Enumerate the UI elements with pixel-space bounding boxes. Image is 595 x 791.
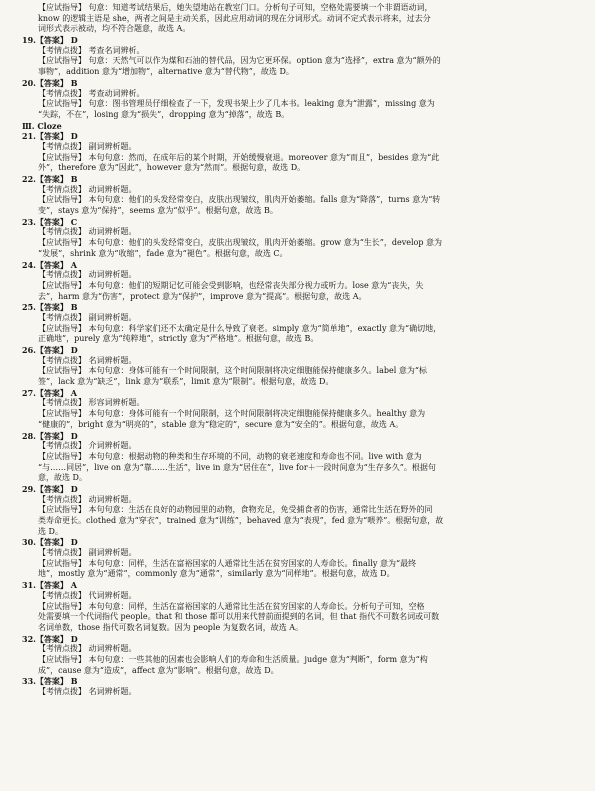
answer-heading: 29.【答案】 D [22,483,78,494]
answer-heading: 24.【答案】 A [22,259,77,270]
explanation-line: 【考情点拨】 考查动词辨析。 [38,88,145,98]
explanation-line: 【考情点拨】 动词辨析题。 [38,270,137,280]
explanation-line: 【应试指导】 本句句意：根据动物的种类和生存环境的不同，动物的衰老速度和寿命也不同。live with 意为 [38,451,422,461]
answer-heading: 26.【答案】 D [22,345,78,355]
explanation-line: 外”，therefore 意为“因此”，however 意为“然而”。根据句意，故选 D。 [38,163,306,173]
explanation-line: 【考情点拨】 副词辨析题。 [38,312,137,322]
answer-heading: 30.【答案】 D [22,537,78,548]
explanation-line: 【应试指导】 本句句意：然而，在成年后的某个时期，开始缓慢衰退。moreover 意为“而且”，besides 意为“此 [38,152,440,162]
explanation-line: “健康的”，bright 意为“明亮的”，stable 意为“稳定的”，secure 意为“安全的”。根据句意，故选 A。 [38,419,404,429]
explanation-line: 【考情点拨】 副词辨析题。 [38,141,137,151]
answer-heading: 20.【答案】 B [22,77,78,88]
explanation-line: “与……同居”，live on 意为“靠……生活”，live in 意为“居住在”，live for＋一段时间意为“生存多久”。根据句 [38,462,436,472]
explanation-line: 【考情点拨】 副词辨析题。 [38,548,137,558]
explanation-line: 名词单数，those 指代可数名词复数。因为 people 为复数名词，故选 A。 [38,622,304,632]
answer-heading: 33.【答案】 B [22,676,78,687]
explanation-line: 【应试指导】 本句句意：他们的头发经常变白，皮肤出现皱纹，肌肉开始萎缩。grow 意为“生长”，develop 意为 [38,238,443,248]
explanation-line: 【应试指导】 本句句意：同样，生活在富裕国家的人通常比生活在贫穷国家的人寿命长。finally 意为“最终 [38,558,417,568]
answer-heading: 22.【答案】 B [22,174,78,184]
explanation-line: 【考情点拨】 动词辨析题。 [38,227,137,237]
explanation-line: 【应试指导】 本句句意：身体可能有一个时间限制，这个时间限制将决定细胞能保持健康多久。healthy 意为 [38,409,426,419]
section-heading: Ⅲ. Cloze [22,120,62,131]
answer-heading: 21.【答案】 D [22,131,78,142]
explanation-line: 【考情点拨】 动词辨析题。 [38,644,137,654]
answer-heading: 32.【答案】 D [22,633,78,644]
explanation-line: 【应试指导】 本句句意：他们的头发经常变白，皮肤出现皱纹，肌肉开始萎缩。falls 意为“降落”，turns 意为“转 [38,195,441,205]
explanation-line: know 的逻辑主语是 she，两者之间是主动关系，因此应用动词的现在分词形式。动词不定式表示将来，过去分 [38,13,431,23]
explanation-line: “失踪，不在”，losing 意为“损失”，dropping 意为“掉落”，故选 B。 [38,109,290,119]
answer-heading: 27.【答案】 A [22,387,77,398]
answer-heading: 28.【答案】 D [22,430,78,441]
explanation-line: 处需要填一个代词指代 people。that 和 those 都可以用来代替前面提到的名词，但 that 指代不可数名词或可数 [38,612,440,622]
explanation-line: 变”，stays 意为“保持”，seems 意为“似乎”。根据句意，故选 B。 [38,206,278,216]
explanation-line: “发展”，shrink 意为“收缩”，fade 意为“褪色”。根据句意，故选 C。 [38,248,288,258]
explanation-line: 【考情点拨】 形容词辨析题。 [38,398,145,408]
explanation-line: 【考情点拨】 动词辨析题。 [38,184,137,194]
explanation-line: 地”，mostly 意为“通常”，commonly 意为“通常”，similarly 意为“同样地”。根据句意，故选 D。 [38,569,395,579]
explanation-line: 【应试指导】 句意：知道考试结果后，她失望地站在教室门口。分析句子可知，空格处需要填一个非谓语动词， [38,3,433,12]
explanation-line: 选 D。 [38,526,63,536]
explanation-line: 类寿命更长。clothed 意为“穿衣”，trained 意为“训练”，behaved 意为“表现”，fed 意为“喂养”。根据句意，故 [38,516,444,525]
explanation-line: 正确地”，purely 意为“纯粹地”，strictly 意为“严格地”。根据句意，故选 B。 [38,334,319,344]
explanation-line: 【应试指导】 本句句意：他们的短期记忆可能会受到影响，也经常丧失部分视力或听力。lose 意为“丧失，失 [38,280,424,290]
explanation-line: 【考情点拨】 名词辨析题。 [38,687,137,696]
answer-heading: 31.【答案】 A [22,580,77,591]
explanation-line: 词形式表示被动，均不符合题意，故选 A。 [38,24,191,34]
explanation-line: 【考情点拨】 代词辨析题。 [38,590,137,600]
answer-heading: 23.【答案】 C [22,216,78,227]
explanation-line: 【应试指导】 句意：天然气可以作为煤和石油的替代品，因为它更环保。option 意为“选择”，extra 意为“额外的 [38,56,441,66]
explanation-line: 【应试指导】 本句句意：同样，生活在富裕国家的人通常比生活在贫穷国家的人寿命长。分析句子可知，空格 [38,601,425,611]
explanation-line: 成”，cause 意为“造成”，affect 意为“影响”。根据句意，故选 D。 [38,665,279,675]
explanation-line: 【应试指导】 本句句意：身体可能有一个时间限制，这个时间限制将决定细胞能保持健康多久。label 意为“标 [38,366,427,376]
answer-heading: 19.【答案】 D [22,35,78,46]
explanation-line: 【应试指导】 句意：图书管理员仔细检查了一下，发现书架上少了几本书。leaking 意为“泄露”，missing 意为 [38,99,435,109]
explanation-line: 事物”，addition 意为“增加物”，alternative 意为“替代物”，故选 D。 [38,67,294,77]
explanation-line: 去”，harm 意为“伤害”，protect 意为“保护”，improve 意为“提高”。根据句意，故选 A。 [38,291,367,301]
explanation-line: 【应试指导】 本句句意：科学家们还不太确定是什么导致了衰老。simply 意为“简单地”，exactly 意为“确切地， [38,323,442,333]
answer-heading: 25.【答案】 B [22,302,78,313]
explanation-line: 【应试指导】 本句句意：生活在良好的动物园里的动物，食物充足，免受捕食者的伤害，通常比生活在野外的同 [38,505,433,515]
explanation-line: 【考情点拨】 动词辨析题。 [38,494,137,504]
explanation-line: 签”，lack 意为“缺乏”，link 意为“联系”，limit 意为“限制”。根据句意，故选 D。 [38,377,334,387]
explanation-line: 【应试指导】 本句句意：一些其他的因素也会影响人们的寿命和生活质量。judge 意为“判断”，form 意为“构 [38,654,428,664]
explanation-line: 意，故选 D。 [38,473,87,483]
explanation-line: 【考情点拨】 介词辨析题。 [38,441,137,451]
explanation-line: 【考情点拨】 考查名词辨析。 [38,45,145,55]
explanation-line: 【考情点拨】 名词辨析题。 [38,355,137,365]
